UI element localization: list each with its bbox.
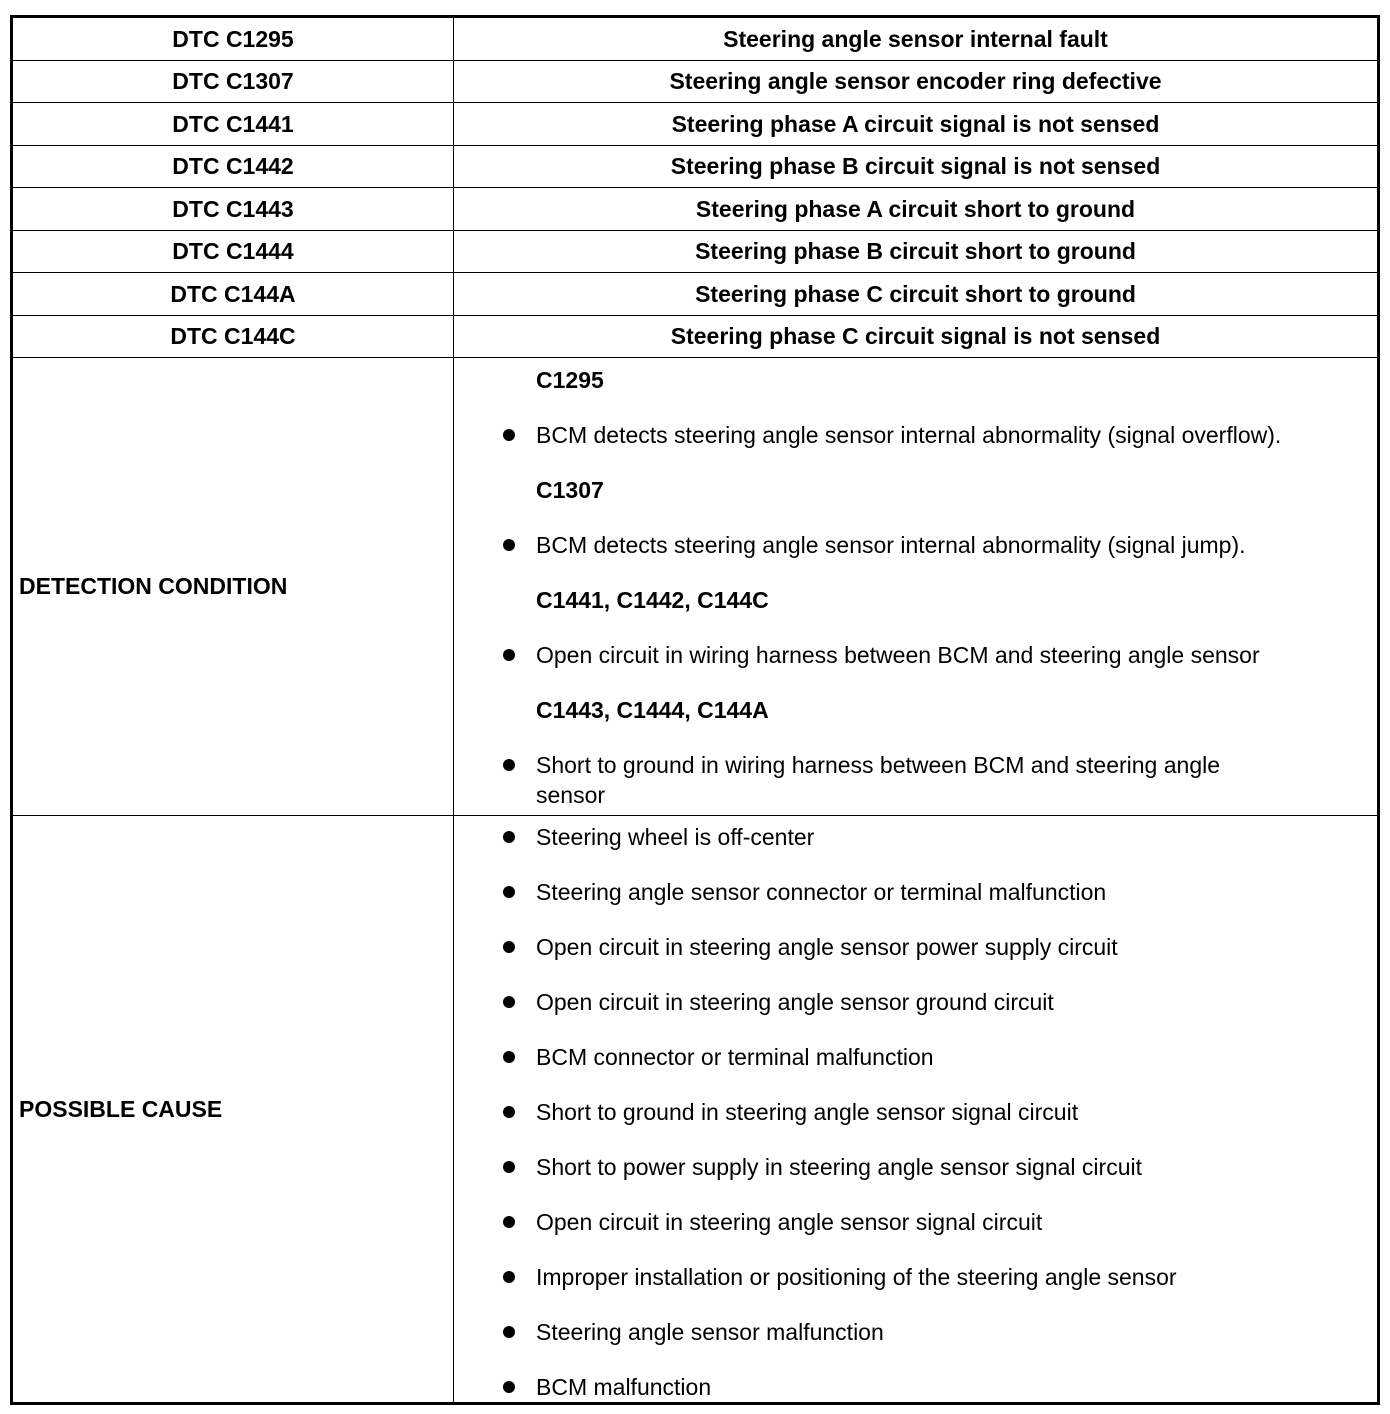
possible-cause-list [454,816,1377,1402]
bullet-icon [503,759,515,771]
dtc-row [13,103,1377,146]
dtc-table [10,15,1380,1405]
bullet-icon [503,1381,515,1393]
cause-item: Open circuit in steering angle sensor power supply circuit [536,934,1118,960]
detection-heading: C1441, C1442, C144C [536,587,769,613]
possible-cause-label: POSSIBLE CAUSE [19,1095,223,1122]
bullet-icon [503,996,515,1008]
dtc-row [13,61,1377,103]
cause-item: Steering angle sensor malfunction [536,1319,884,1345]
dtc-description: Steering phase A circuit short to ground [695,195,1136,222]
dtc-description: Steering phase A circuit signal is not sensed [671,110,1160,137]
detection-item: BCM detects steering angle sensor internal abnormality (signal overflow). [536,422,1282,448]
dtc-row [13,18,1377,61]
cause-item: Open circuit in steering angle sensor signal circuit [536,1209,1043,1235]
cause-item: Short to ground in steering angle sensor signal circuit [536,1099,1079,1125]
dtc-code: DTC C1295 [172,25,294,52]
bullet-icon [503,1161,515,1173]
dtc-row [13,316,1377,358]
bullet-icon [503,1106,515,1118]
detection-heading: C1443, C1444, C144A [536,697,769,723]
detection-condition-label: DETECTION CONDITION [19,573,288,599]
dtc-description: Steering phase B circuit signal is not sensed [670,153,1161,179]
cause-item: Open circuit in steering angle sensor ground circuit [536,989,1054,1015]
bullet-icon [503,1271,515,1283]
dtc-code: DTC C1442 [172,153,294,179]
bullet-icon [503,831,515,843]
detection-heading: C1295 [536,367,604,393]
bullet-icon [503,1216,515,1228]
bullet-icon [503,649,515,661]
detection-condition-row [13,358,1377,816]
cause-item: Improper installation or positioning of the steering angle sensor [536,1264,1177,1290]
dtc-description: Steering angle sensor internal fault [723,25,1108,52]
detection-heading: C1307 [536,477,604,503]
dtc-row [13,188,1377,231]
cause-item: Short to power supply in steering angle sensor signal circuit [536,1154,1142,1180]
dtc-description: Steering phase C circuit short to ground [695,280,1136,307]
bullet-icon [503,886,515,898]
detection-item: Open circuit in wiring harness between BCM and steering angle sensor [536,642,1260,668]
dtc-code: DTC C1444 [172,238,294,264]
possible-cause-row [13,816,1377,1402]
dtc-row [13,231,1377,273]
dtc-row [13,146,1377,188]
dtc-code: DTC C144C [170,323,296,349]
dtc-code: DTC C1307 [172,68,294,94]
dtc-description: Steering angle sensor encoder ring defective [669,68,1162,94]
bullet-icon [503,429,515,441]
detection-item: BCM detects steering angle sensor internal abnormality (signal jump). [536,532,1246,558]
detection-condition-list [454,358,1377,815]
dtc-code: DTC C144A [170,280,296,307]
dtc-code: DTC C1443 [172,195,294,222]
cause-item: Steering angle sensor connector or terminal malfunction [536,879,1107,905]
cause-item: BCM connector or terminal malfunction [536,1044,934,1070]
cause-item: Steering wheel is off-center [536,824,815,850]
dtc-row [13,273,1377,316]
dtc-code: DTC C1441 [172,110,294,137]
detection-item: Short to ground in wiring harness between BCM and steering angle sensor [536,752,1221,808]
bullet-icon [503,941,515,953]
dtc-description: Steering phase B circuit short to ground [695,238,1136,264]
bullet-icon [503,1326,515,1338]
bullet-icon [503,1051,515,1063]
dtc-description: Steering phase C circuit signal is not sensed [670,323,1161,349]
bullet-icon [503,539,515,551]
cause-item: BCM malfunction [536,1374,712,1400]
